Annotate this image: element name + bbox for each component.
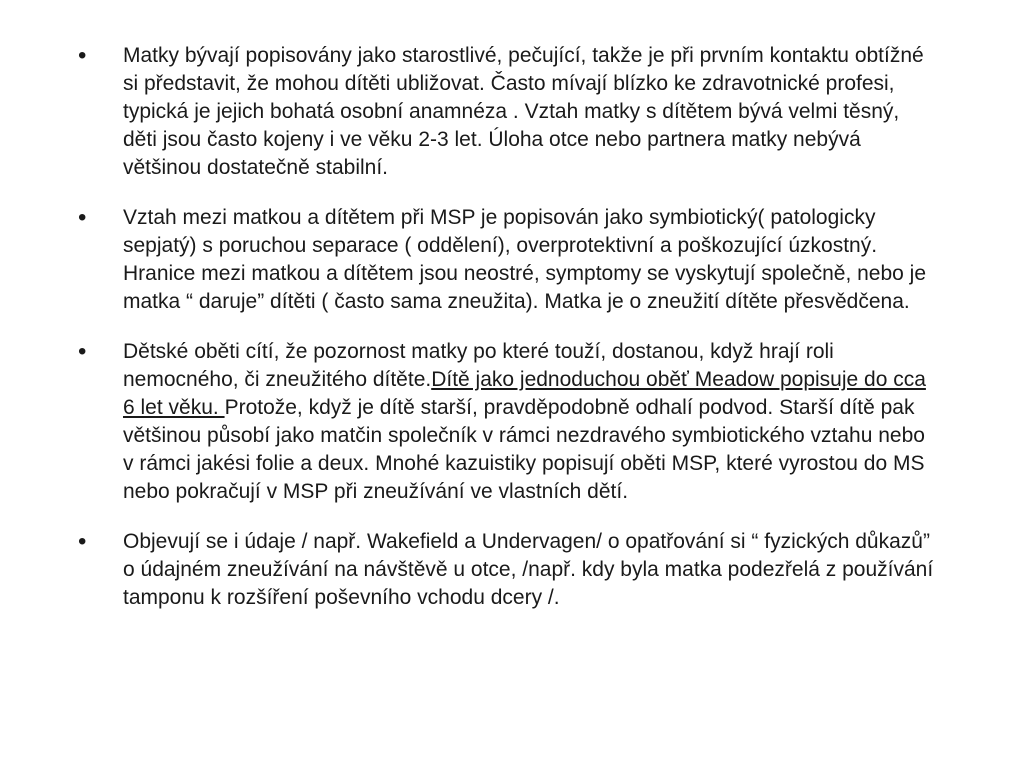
paragraph-text-before: Dětské oběti cítí, že pozornost matky po které touží, dostanou, když hrají roli nemocného, či zneužitého dítěte. — [123, 340, 834, 391]
paragraph-text: Objevují se i údaje / např. Wakefield a Undervagen/ o opatřování si “ fyzických důkazů” o údajném zneužívání na návštěvě u otce, /např. kdy byla matka podezřelá z používání tamponu k rozšíření poševního vchodu dcery /. — [123, 530, 934, 609]
paragraph-text: Matky bývají popisovány jako starostlivé, pečující, takže je při prvním kontaktu obtížné si představit, že mohou dítěti ubližovat. Často mívají blízko ke zdravotnické profesi, typická je jejich bohatá osobní anamnéza . Vztah matky s dítětem bývá velmi těsný, děti jsou často kojeny i ve věku 2-3 let. Úloha otce nebo partnera matky nebývá většinou dostatečně stabilní. — [123, 44, 924, 179]
bullet-dot-icon: • — [78, 338, 87, 365]
bullet-dot-icon: • — [78, 42, 87, 69]
bullet-item-2 — [78, 204, 938, 316]
paragraph-text: Vztah mezi matkou a dítětem při MSP je popisován jako symbiotický( patologicky sepjatý) s poruchou separace ( oddělení), overprotektivní a poškozující úzkostný. Hranice mezi matkou a dítětem jsou neostré, symptomy se vyskytují společně, nebo je matka “ daruje” dítěti ( často sama zneužita). Matka je o zneužití dítěte přesvědčena. — [123, 206, 927, 313]
paragraph-text-after: Protože, když je dítě starší, pravděpodobně odhalí podvod. Starší dítě pak většinou působí jako matčin společník v rámci nezdravého symbiotického vztahu nebo v rámci jakési folie a deux. Mnohé kazuistiky popisují oběti MSP, které vyrostou do MS nebo pokračují v MSP při zneužívání ve vlastních dětí. — [123, 396, 925, 503]
bullet-dot-icon: • — [78, 528, 87, 555]
bullet-list — [78, 42, 938, 634]
bullet-item-1 — [78, 42, 938, 182]
bullet-dot-icon: • — [78, 204, 87, 231]
bullet-item-3 — [78, 338, 938, 506]
paragraph-text-underlined: Dítě jako jednoduchou oběť Meadow popisuje do cca 6 let věku. — [123, 368, 926, 419]
bullet-item-4 — [78, 528, 938, 612]
